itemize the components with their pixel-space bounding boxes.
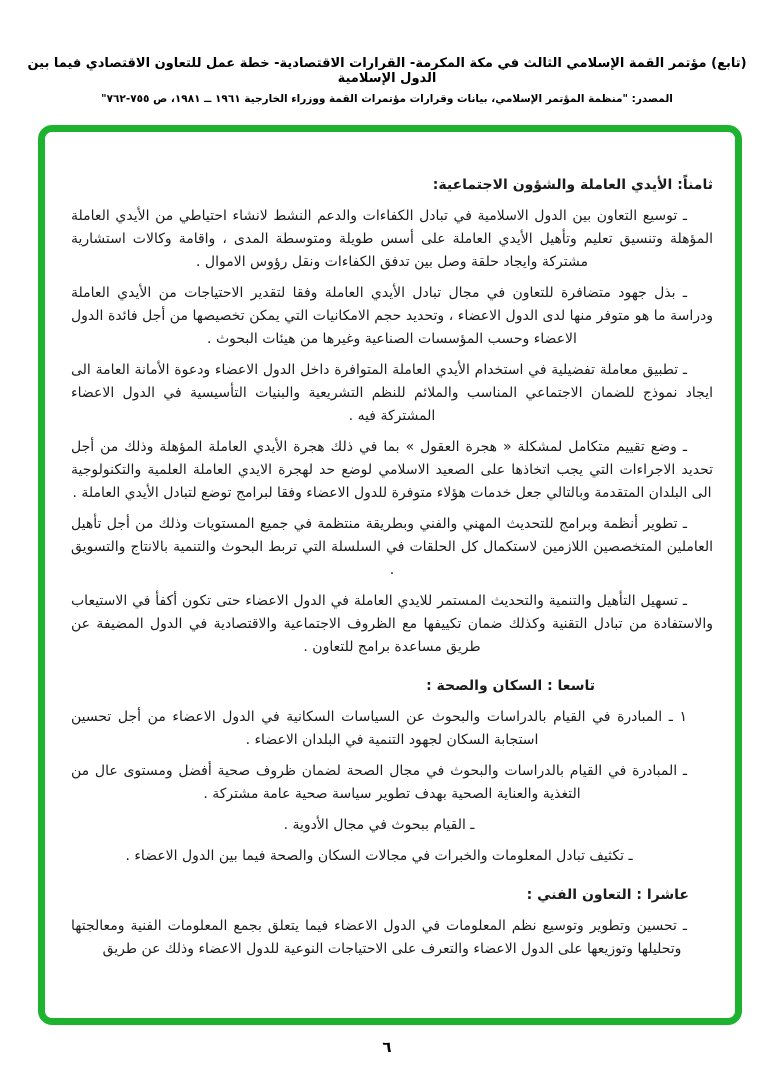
document-header (0, 56, 774, 105)
paragraph: ـ تطوير أنظمة وبرامج للتحديث المهني والفني وبطريقة منتظمة في جميع المستويات وذلك من أجل تأهيل العاملين المتخصصين اللازمين لاستكمال كل الحلقات في السلسلة التي تربط البحوث والتنمية بالانتاج والتسويق . (71, 516, 713, 578)
paragraph: ـ تكثيف تبادل المعلومات والخبرات في مجالات السكان والصحة فيما بين الدول الاعضاء . (125, 848, 633, 864)
section-heading-eighth: ثامناً: الأيدي العاملة والشؤون الاجتماعية: (432, 177, 713, 193)
paragraph: ـ بذل جهود متضافرة للتعاون في مجال تبادل الأيدي العاملة وفقا لتقدير الاحتياجات من الأيدي العاملة ودراسة ما هو متوفر منها لدى الدول الاعضاء ، وتحديد حجم الامكانيات التي يمكن تخصيصها من أجل فائدة الدول الاعضاء وحسب المؤسسات الصناعية وغيرها من هيئات البحوث . (71, 285, 713, 347)
document-frame (38, 125, 742, 1025)
paragraph: ـ تسهيل التأهيل والتنمية والتحديث المستمر للايدي العاملة في الدول الاعضاء حتى تكون أكفأ في الاستيعاب والاستفادة من تبادل التقنية وكذلك ضمان تكييفها مع الظروف الاجتماعية والاقتصادية في الدول المضيفة عن طريق مساعدة برامج للتعاون . (71, 593, 713, 655)
section-heading-tenth: عاشرا : التعاون الفني : (526, 887, 689, 903)
paragraph: ـ المبادرة في القيام بالدراسات والبحوث في مجال الصحة لضمان ظروف صحية أفضل ومستوى عال من التغذية والعناية الصحية بهدف تطوير سياسة صحية عامة مشتركة . (71, 763, 687, 802)
header-source-line: المصدر: "منظمة المؤتمر الإسلامي، بيانات وقرارات مؤتمرات القمة ووزراء الخارجية ١٩٦١ ــ ١٩٨١، ص ٧٥٥-٧٦٢" (101, 93, 673, 105)
paragraph: ـ وضع تقييم متكامل لمشكلة « هجرة العقول » بما في ذلك هجرة الأيدي العاملة المؤهلة وذلك من أجل تحديد الاجراءات التي يجب اتخاذها على الصعيد الاسلامي لوضع حد لهجرة الايدي العاملة العلمية والتكنولوجية الى البلدان المتقدمة وبالتالي جعل خدمات هؤلاء متوفرة للدول الاعضاء وفقا لبرامج توضع لتبادل الأيدي العاملة . (71, 439, 713, 501)
page-number: ٦ (382, 1038, 392, 1056)
paragraph: ـ تحسين وتطوير وتوسيع نظم المعلومات في الدول الاعضاء فيما يتعلق بجمع المعلومات الفنية ومعالجتها وتحليلها وتوزيعها على الدول الاعضاء والتعرف على الاحتياجات النوعية للدول الاعضاء وذلك عن طريق (71, 918, 687, 957)
header-title-line: (تابع) مؤتمر القمة الإسلامي الثالث في مكة المكرمة- القرارات الاقتصادية- خطة عمل للتعاون الاقتصادي فيما بين الدول الإسلامية (27, 56, 747, 86)
paragraph: ـ توسيع التعاون بين الدول الاسلامية في تبادل الكفاءات والدعم النشط لانشاء احتياطي من الأيدي العاملة المؤهلة وتنسيق تعليم وتأهيل الأيدي العاملة على أسس طويلة ومتوسطة المدى ، واقامة وكالات استشارية مشتركة وايجاد حلقة وصل بين تدفق الكفاءات ونقل رؤوس الاموال . (71, 208, 713, 270)
paragraph: ١ ـ المبادرة في القيام بالدراسات والبحوث عن السياسات السكانية في الدول الاعضاء من أجل تحسين استجابة السكان لجهود التنمية في البلدان الاعضاء . (71, 709, 687, 748)
paragraph: ـ القيام ببحوث في مجال الأدوية . (283, 817, 475, 833)
section-heading-ninth: تاسعا : السكان والصحة : (426, 678, 595, 694)
paragraph: ـ تطبيق معاملة تفضيلية في استخدام الأيدي العاملة المتوافرة داخل الدول الاعضاء ودعوة الأمانة العامة الى ايجاد نموذج للضمان الاجتماعي المناسب والملائم للنظم التشريعية والبنيات التأسيسية في الدول الاعضاء المشتركة فيه . (71, 362, 713, 424)
document-body (45, 132, 735, 1018)
